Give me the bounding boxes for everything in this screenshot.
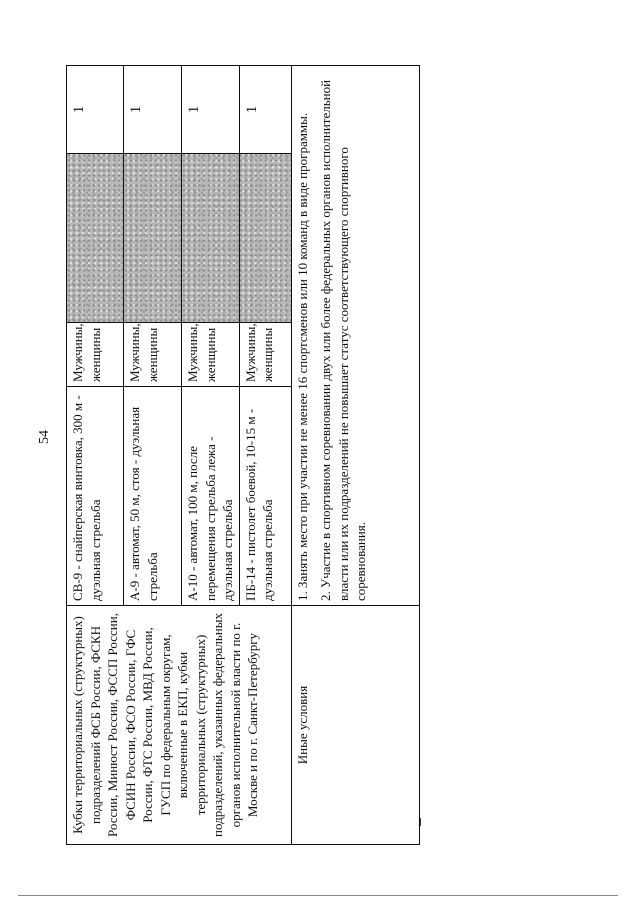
discipline-cell: СВ-9 - снайперская винтовка, 300 м - дуэльная стрельба	[67, 387, 124, 606]
condition-item: 1. Занять место при участии не менее 16 спортсменов или 10 команд в виде программы.	[294, 112, 310, 601]
place-cell: 1	[182, 66, 240, 154]
page-number: 54	[37, 430, 52, 444]
discipline-cell: А-9 - автомат, 50 м, стоя - дуэльная стрельба	[124, 387, 182, 606]
gender-cell: Мужчины, женщины	[124, 323, 182, 387]
shaded-cell	[182, 154, 240, 323]
shaded-cell	[67, 154, 124, 323]
gender-cell: Мужчины, женщины	[67, 323, 124, 387]
margin-mark	[420, 818, 421, 826]
requirements-table	[66, 65, 420, 845]
place-cell: 1	[67, 66, 124, 154]
requirements-table-container	[66, 65, 418, 845]
discipline-cell: А-10 - автомат, 100 м, после перемещения стрельба лежа - дуэльная стрельба	[182, 387, 240, 606]
other-conditions-cell	[291, 66, 419, 606]
shaded-cell	[239, 154, 291, 323]
gender-cell: Мужчины, женщины	[182, 323, 240, 387]
gender-cell: Мужчины, женщины	[239, 323, 291, 387]
bottom-rule	[18, 895, 618, 896]
place-cell: 1	[124, 66, 182, 154]
condition-item: 2. Участие в спортивном соревновании двух или более федеральных органов исполнительной власти или их подразделений не повышает статус соответствующего спортивного соревнования.	[318, 79, 369, 601]
cup-description-cell: Кубки территориальных (структурных) подразделений ФСБ России, ФСКН России, Минюст России, ФССП России, ФСИН России, ФСО России, ГФС России, ФТС России, МВД России, ГУСП по федеральным округам, включенные в ЕКП, кубки территориальных (структурных) подразделений, указанных федеральных органов исполнительной власти по г. Москве и по г. Санкт-Петербургу	[67, 606, 292, 845]
discipline-cell: ПБ-14 - пистолет боевой, 10-15 м - дуэльная стрельба	[239, 387, 291, 606]
table-row	[291, 66, 419, 845]
table-row	[67, 66, 124, 845]
shaded-cell	[124, 154, 182, 323]
place-cell: 1	[239, 66, 291, 154]
other-conditions-label: Иные условия	[291, 606, 419, 845]
